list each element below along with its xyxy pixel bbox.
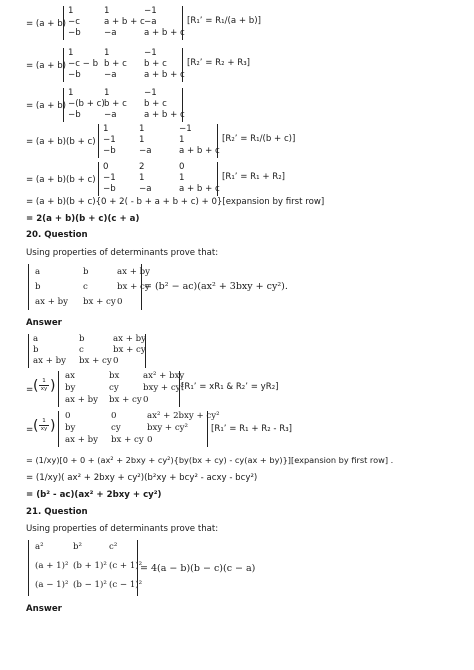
step-0-cell-0-2: −1 [144, 6, 157, 16]
q21-cell-1-0: (a + 1)² [35, 561, 69, 571]
q21-cell-1-1: (b + 1)² [73, 561, 107, 571]
a20-cell-1-2: bx + cy [113, 345, 146, 355]
q21-cell-2-2: (c − 1)² [109, 580, 143, 590]
step-3-cell-1-1: 1 [139, 135, 145, 145]
answer-20-determinant [28, 334, 146, 368]
step-2-cell-2-0: −b [68, 110, 81, 120]
answer-20-line1: = (1/xy)[0 + 0 + (ax² + 2bxy + cy²){by(bx + cy) - cy(ax + by)}][expansion by first row] . [26, 455, 394, 465]
q20-cell-1-2: bx + cy [117, 282, 150, 292]
step-2-cell-0-2: −1 [144, 88, 157, 98]
a20s2-cell-2-1: bx + cy [111, 435, 144, 445]
step-3-cell-1-0: −1 [103, 135, 116, 145]
step-0-prefix: = (a + b) [26, 19, 67, 29]
answer-20-step1-equals: = [26, 385, 34, 395]
q21-cell-1-2: (c + 1)² [109, 561, 143, 571]
step-0-cell-0-0: 1 [68, 6, 74, 16]
q20-cell-0-1: b [83, 267, 89, 277]
step-0-cell-1-1: a + b + c [104, 17, 145, 27]
q20-cell-2-1: bx + cy [83, 297, 116, 307]
answer-20-step2-equals: = [26, 425, 34, 435]
step-1-cell-0-0: 1 [68, 48, 74, 58]
question-20-determinant [28, 264, 150, 310]
step-2-cell-1-0: −(b + c) [68, 99, 105, 109]
q20-cell-1-0: b [35, 282, 41, 292]
step-2-cell-0-1: 1 [104, 88, 110, 98]
step-2-cell-0-0: 1 [68, 88, 74, 98]
a20s2-cell-1-0: by [65, 423, 76, 433]
step-3-determinant [98, 124, 218, 158]
q20-cell-2-0: ax + by [35, 297, 68, 307]
a20-cell-2-1: bx + cy [79, 356, 112, 366]
q20-cell-0-0: a [35, 267, 41, 277]
step-1-cell-2-2: a + b + c [144, 70, 185, 80]
close-paren: ) [50, 378, 56, 394]
a20-cell-0-0: a [33, 334, 39, 344]
step-2-cell-1-1: b + c [104, 99, 127, 109]
step-2-determinant [63, 88, 183, 122]
step-4-cell-1-2: 1 [179, 173, 185, 183]
a20s2-cell-2-0: ax + by [65, 435, 98, 445]
step-2-prefix: = (a + b) [26, 101, 67, 111]
step-0-cell-0-1: 1 [104, 6, 110, 16]
one-over-xy-fraction [39, 379, 49, 392]
step-1-op: [R₂’ = R₂ + R₃] [187, 58, 251, 68]
result-line: = 2(a + b)(b + c)(c + a) [26, 214, 140, 224]
a20s1-cell-0-0: ax [65, 371, 75, 381]
step-1-cell-0-2: −1 [144, 48, 157, 58]
step-4-cell-1-1: 1 [139, 173, 145, 183]
answer-20-step1-determinant [58, 371, 185, 407]
a20s1-cell-1-1: cy [109, 383, 119, 393]
step-2-cell-1-2: b + c [144, 99, 167, 109]
a20-cell-1-0: b [33, 345, 39, 355]
step-0-cell-2-0: −b [68, 28, 81, 38]
answer-20-step2-op: [R₁’ = R₁ + R₂ - R₃] [211, 424, 292, 434]
step-2-cell-2-1: −a [104, 110, 117, 120]
step-4-determinant [98, 162, 218, 196]
a20s1-cell-0-2: ax² + bxy [143, 371, 185, 381]
a20-cell-0-1: b [79, 334, 85, 344]
q21-cell-0-0: a² [35, 542, 44, 552]
step-4-cell-2-1: −a [139, 184, 152, 194]
a20-cell-1-1: c [79, 345, 84, 355]
question-21-rhs: = 4(a − b)(b − c)(c − a) [140, 563, 256, 574]
question-21-prompt: Using properties of determinants prove that: [26, 524, 219, 534]
q21-cell-0-2: c² [109, 542, 118, 552]
a20s1-cell-1-0: by [65, 383, 76, 393]
step-1-cell-2-1: −a [104, 70, 117, 80]
question-21-title: 21. Question [26, 507, 88, 517]
fraction-denominator: xy [40, 386, 48, 392]
q20-cell-0-2: ax + by [117, 267, 150, 277]
question-20-prompt: Using properties of determinants prove that: [26, 248, 219, 258]
answer-20-step1-op: [R₁’ = xR₁ & R₂’ = yR₂] [181, 382, 279, 392]
open-paren-2: ( [33, 418, 39, 434]
a20s2-cell-0-1: 0 [111, 411, 117, 421]
step-3-cell-0-1: 1 [139, 124, 145, 134]
step-4-cell-0-2: 0 [179, 162, 185, 172]
step-0-cell-1-0: −c [68, 17, 80, 27]
fraction-numerator: 1 [42, 378, 46, 384]
step-3-cell-2-0: −b [103, 146, 116, 156]
a20s1-cell-2-0: ax + by [65, 395, 98, 405]
step-4-cell-2-2: a + b + c [179, 184, 220, 194]
step-1-prefix: = (a + b) [26, 61, 67, 71]
close-paren-2: ) [50, 418, 56, 434]
a20s1-cell-1-2: bxy + cy² [143, 383, 184, 393]
step-0-op: [R₁’ = R₁/(a + b)] [187, 16, 261, 26]
question-21-determinant [28, 540, 143, 596]
fraction-denominator-2: xy [40, 426, 48, 432]
answer-20-line2: = (1/xy)( ax² + 2bxy + cy²)(b²xy + bcy² - acxy - bcy²) [26, 473, 258, 483]
step-1-cell-2-0: −b [68, 70, 81, 80]
answer-20-step2-determinant [58, 411, 220, 447]
step-2-cell-2-2: a + b + c [144, 110, 185, 120]
expansion-line: = (a + b)(b + c){0 + 2( - b + a + b + c) + 0}[expansion by first row] [26, 197, 325, 207]
step-1-cell-1-2: b + c [144, 59, 167, 69]
step-3-cell-1-2: 1 [179, 135, 185, 145]
q20-cell-2-2: 0 [117, 297, 123, 307]
step-0-cell-2-1: −a [104, 28, 117, 38]
a20-cell-0-2: ax + by [113, 334, 146, 344]
step-1-cell-1-0: −c − b [68, 59, 99, 69]
step-0-determinant [63, 6, 183, 40]
a20s2-cell-2-2: 0 [147, 435, 153, 445]
step-3-cell-0-0: 1 [103, 124, 109, 134]
step-0-cell-1-2: −a [144, 17, 157, 27]
step-1-cell-1-1: b + c [104, 59, 127, 69]
q21-cell-2-1: (b − 1)² [73, 580, 107, 590]
a20s1-cell-0-1: bx [109, 371, 120, 381]
a20s2-cell-0-2: ax² + 2bxy + cy² [147, 411, 220, 421]
step-3-cell-2-2: a + b + c [179, 146, 220, 156]
a20s2-cell-0-0: 0 [65, 411, 71, 421]
open-paren: ( [33, 378, 39, 394]
step-4-cell-2-0: −b [103, 184, 116, 194]
one-over-xy-fraction-2 [39, 419, 49, 432]
question-20-title: 20. Question [26, 230, 88, 240]
answer-20-result: = (b² - ac)(ax² + 2bxy + cy²) [26, 490, 162, 500]
a20s2-cell-1-2: bxy + cy² [147, 423, 188, 433]
q21-cell-0-1: b² [73, 542, 82, 552]
step-4-prefix: = (a + b)(b + c) [26, 175, 96, 185]
question-20-rhs: = (b² − ac)(ax² + 3bxy + cy²). [144, 281, 288, 292]
step-4-op: [R₁’ = R₁ + R₂] [222, 172, 286, 182]
step-1-determinant [63, 48, 183, 82]
answer-label-20: Answer [26, 318, 62, 328]
q20-cell-1-1: c [83, 282, 88, 292]
step-4-cell-1-0: −1 [103, 173, 116, 183]
step-4-cell-0-0: 0 [103, 162, 109, 172]
a20s1-cell-2-2: 0 [143, 395, 149, 405]
step-3-cell-0-2: −1 [179, 124, 192, 134]
q21-cell-2-0: (a − 1)² [35, 580, 69, 590]
a20-cell-2-0: ax + by [33, 356, 66, 366]
a20s1-cell-2-1: bx + cy [109, 395, 142, 405]
step-3-op: [R₂’ = R₁/(b + c)] [222, 134, 296, 144]
a20s2-cell-1-1: cy [111, 423, 121, 433]
step-1-cell-0-1: 1 [104, 48, 110, 58]
step-3-prefix: = (a + b)(b + c) [26, 137, 96, 147]
step-0-cell-2-2: a + b + c [144, 28, 185, 38]
step-4-cell-0-1: 2 [139, 162, 145, 172]
answer-label-21: Answer [26, 604, 62, 614]
a20-cell-2-2: 0 [113, 356, 119, 366]
fraction-numerator-2: 1 [42, 418, 46, 424]
step-3-cell-2-1: −a [139, 146, 152, 156]
